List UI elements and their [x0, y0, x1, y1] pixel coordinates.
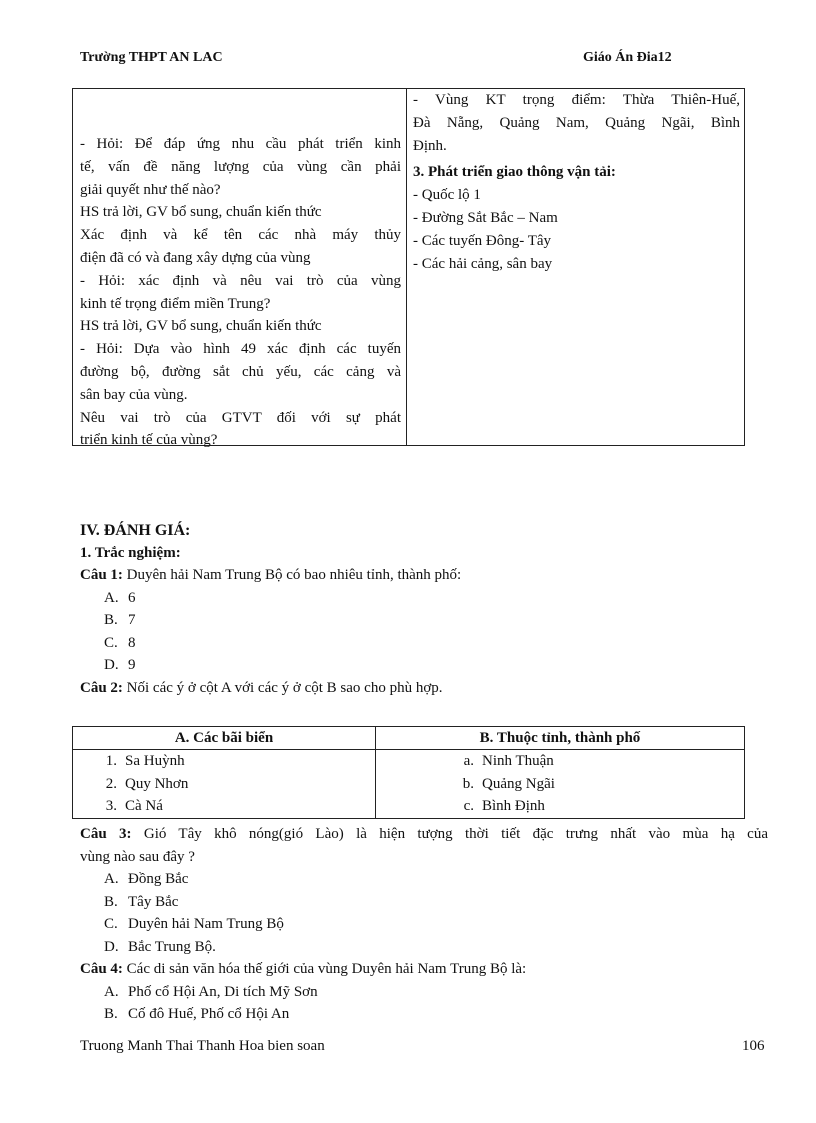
option-key: A. [104, 871, 119, 887]
answer-option [80, 868, 768, 891]
list-item: b. Quảng Ngãi [462, 775, 555, 792]
list-item: a. Ninh Thuận [463, 753, 554, 769]
option-key: B. [104, 1006, 118, 1022]
question-text: Gió Tây khô nóng(gió Lào) là hiện tượng thời tiết đặc trưng nhất vào mùa hạ của [143, 826, 768, 842]
question-text: Các di sản văn hóa thế giới của vùng Duyên hải Nam Trung Bộ là: [126, 961, 527, 977]
option-key: A. [104, 983, 119, 1000]
answer-option [80, 936, 768, 959]
content-column [413, 89, 740, 275]
answer-option [80, 913, 768, 936]
list-item: 3. Cà Ná [105, 798, 163, 815]
section-title-transport: 3. Phát triển giao thông vận tải: [413, 164, 616, 181]
column-a-cell [73, 750, 376, 819]
list-item: 1. Sa Huỳnh [105, 753, 185, 769]
option-key: C. [104, 916, 118, 932]
answer-option [80, 587, 770, 610]
column-b-cell [376, 750, 745, 819]
transport-item: - Quốc lộ 1 [413, 187, 481, 204]
left-line: Nêu vai trò của GTVT đối với sự phát [80, 409, 401, 426]
answer-option [80, 891, 768, 914]
left-line: Xác định và kể tên các nhà máy thủy [80, 227, 401, 244]
answer-option [80, 632, 770, 655]
teacher-activities-column [80, 133, 401, 452]
option-key: B. [104, 612, 118, 628]
questions-3-4 [80, 823, 768, 1026]
option-key: D. [104, 657, 119, 673]
header-doc-title: Giáo Án Đia12 [583, 50, 672, 65]
option-text: 7 [128, 612, 136, 628]
right-line: Định. [413, 137, 447, 154]
question-2 [80, 677, 770, 700]
option-text: Duyên hải Nam Trung Bộ [128, 916, 284, 932]
option-text: Phố cổ Hội An, Di tích Mỹ Sơn [128, 983, 318, 1000]
table-divider [406, 89, 407, 445]
option-text: Bắc Trung Bộ. [128, 938, 216, 955]
answer-option [80, 609, 770, 632]
option-text: Tây Bắc [128, 893, 179, 910]
option-key: A. [104, 589, 119, 606]
lesson-table [72, 88, 745, 449]
evaluation-heading: IV. ĐÁNH GIÁ: [80, 522, 191, 539]
transport-item: - Các tuyến Đông- Tây [413, 232, 552, 249]
question-label: Câu 1: [80, 567, 123, 583]
right-line: - Vùng KT trọng điểm: Thừa Thiên-Huế, [413, 92, 740, 108]
column-a-header: A. Các bãi biển [73, 727, 376, 750]
left-line: HS trả lời, GV bổ sung, chuẩn kiến thức [80, 204, 322, 221]
transport-item: - Đường Sắt Bắc – Nam [413, 209, 558, 226]
left-line: HS trả lời, GV bổ sung, chuẩn kiến thức [80, 318, 322, 335]
transport-item: - Các hải cảng, sân bay [413, 255, 553, 272]
evaluation-section [80, 520, 770, 699]
page-number: 106 [742, 1038, 765, 1054]
list-item: 2. Quy Nhơn [105, 775, 189, 792]
list-item: c. Bình Định [463, 798, 545, 815]
option-key: D. [104, 938, 119, 955]
option-text: Cố đô Huế, Phố cổ Hội An [128, 1006, 290, 1022]
option-key: C. [104, 634, 118, 651]
question-text: Duyên hải Nam Trung Bộ có bao nhiêu tỉnh, thành phố: [126, 567, 462, 583]
left-line: sân bay của vùng. [80, 386, 188, 403]
option-text: 8 [128, 634, 136, 651]
question-label: Câu 2: [80, 679, 123, 696]
left-line: kinh tế trọng điểm miền Trung? [80, 295, 271, 312]
question-1 [80, 564, 770, 587]
question-3-cont: vùng nào sau đây ? [80, 848, 195, 865]
question-4 [80, 958, 768, 981]
answer-option [80, 654, 770, 677]
question-3 [80, 823, 768, 846]
left-line: - Hỏi: Dựa vào hình 49 xác định các tuyến [80, 341, 401, 358]
column-b-header: B. Thuộc tỉnh, thành phố [376, 727, 745, 750]
left-line: đường bộ, đường sắt chủ yếu, các cảng và [80, 363, 401, 380]
question-label: Câu 4: [80, 961, 123, 977]
question-label: Câu 3: [80, 826, 132, 842]
right-line: Đà Nẵng, Quảng Nam, Quảng Ngãi, Bình [413, 114, 740, 131]
left-line: - Hỏi: Để đáp ứng nhu cầu phát triển kinh [80, 136, 401, 152]
quiz-subheading: 1. Trắc nghiệm: [80, 545, 181, 561]
matching-table [72, 726, 745, 819]
option-key: B. [104, 893, 118, 910]
footer-author: Truong Manh Thai Thanh Hoa bien soan [80, 1038, 325, 1054]
question-text: Nối các ý ở cột A với các ý ở cột B sao cho phù hợp. [126, 679, 443, 696]
header-school: Trường THPT AN LAC [80, 50, 223, 65]
answer-option [80, 981, 768, 1004]
option-text: 6 [128, 589, 136, 606]
left-line: triển kinh tế của vùng? [80, 432, 218, 449]
option-text: 9 [128, 657, 136, 673]
left-line: tế, vấn đề năng lượng của vùng cần phải [80, 158, 401, 175]
left-line: giải quyết như thế nào? [80, 181, 221, 198]
option-text: Đồng Bắc [128, 871, 189, 887]
answer-option [80, 1003, 768, 1026]
left-line: điện đã có và đang xây dựng của vùng [80, 249, 311, 266]
left-line: - Hỏi: xác định và nêu vai trò của vùng [80, 272, 401, 289]
